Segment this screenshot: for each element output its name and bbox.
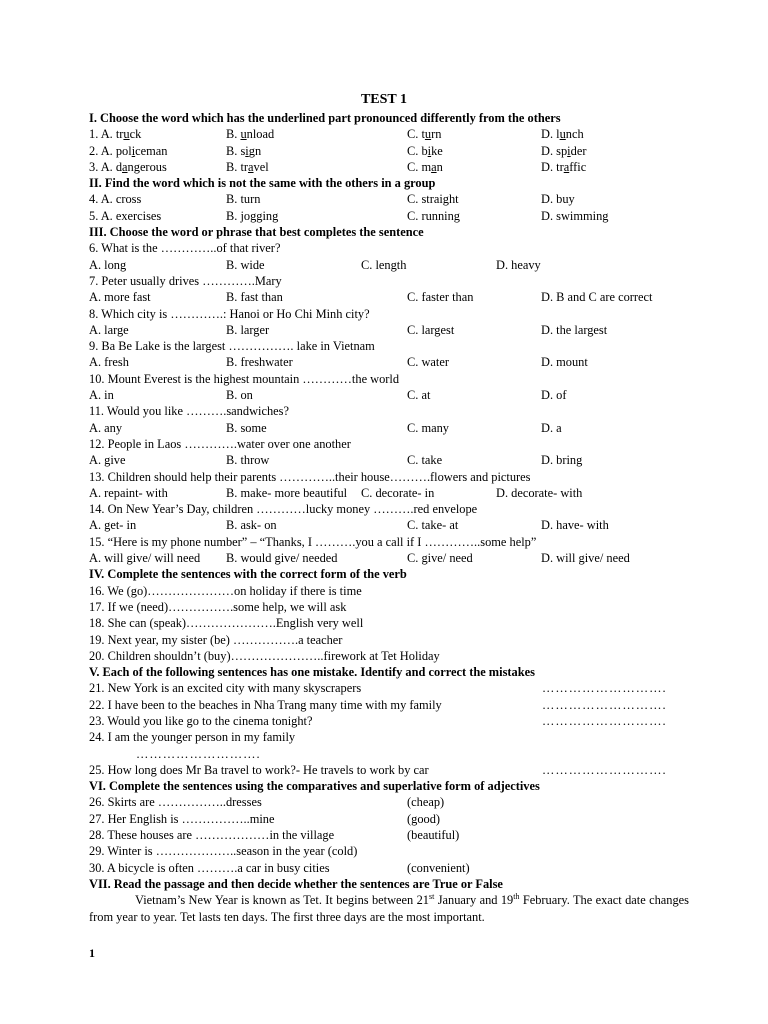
underlined-letter: a xyxy=(563,159,570,174)
option-d: D. bring xyxy=(541,453,583,468)
option-text: C. b xyxy=(407,143,428,158)
underlined-letter: i xyxy=(245,143,249,158)
option-a: A. any xyxy=(89,420,123,435)
option-d: D. the largest xyxy=(541,322,608,337)
underlined-letter: a xyxy=(122,159,128,174)
question-30 xyxy=(89,860,689,876)
option-c: C. take- at xyxy=(407,518,459,533)
question-10: 10. Mount Everest is the highest mountain …………the world xyxy=(89,371,400,386)
question-9-options xyxy=(89,354,689,370)
ordinal-suffix: st xyxy=(428,892,435,902)
reading-passage xyxy=(89,892,689,925)
question-13-options xyxy=(89,485,689,501)
option-b xyxy=(226,159,269,175)
question-9: 9. Ba Be Lake is the largest ……………. lake in Vietnam xyxy=(89,339,375,354)
question-28-text: 28. These houses are ………………in the village xyxy=(89,828,335,843)
option-a: A. fresh xyxy=(89,355,129,370)
option-c: C. faster than xyxy=(407,290,474,305)
question-21 xyxy=(89,680,689,696)
question-14-options xyxy=(89,517,689,533)
question-23 xyxy=(89,713,689,729)
option-c: C. take xyxy=(407,453,443,468)
option-a: A. more fast xyxy=(89,290,151,305)
option-a: 4. A. cross xyxy=(89,192,142,207)
question-11-options xyxy=(89,420,689,436)
option-text: D. sp xyxy=(541,143,568,158)
option-text: 2. A. pol xyxy=(89,143,132,158)
option-text: ffic xyxy=(569,159,587,174)
question-23-text: 23. Would you like go to the cinema tonight? xyxy=(89,713,313,728)
question-29 xyxy=(89,843,689,859)
option-d: D. decorate- with xyxy=(496,485,583,500)
option-b: B. throw xyxy=(226,453,270,468)
option-c: C. running xyxy=(407,208,461,223)
option-text: B. xyxy=(226,127,241,142)
option-a xyxy=(89,143,167,159)
option-a xyxy=(89,126,141,142)
underlined-letter: i xyxy=(427,143,432,158)
underlined-letter: a xyxy=(431,159,437,174)
option-b xyxy=(226,143,261,159)
question-29-text: 29. Winter is ………………..season in the year (cold) xyxy=(89,844,358,859)
option-c: C. water xyxy=(407,355,449,370)
option-text: D. tr xyxy=(541,159,564,174)
option-a: A. repaint- with xyxy=(89,485,168,500)
option-b: B. on xyxy=(226,388,253,403)
option-a: A. give xyxy=(89,453,126,468)
option-text: nload xyxy=(246,127,275,142)
option-text: ke xyxy=(431,143,443,158)
question-22 xyxy=(89,697,689,713)
underlined-letter: i xyxy=(567,143,571,158)
question-25 xyxy=(89,762,689,778)
question-15: 15. “Here is my phone number” – “Thanks, I ……….you a call if I …………..some help” xyxy=(89,534,537,549)
question-28 xyxy=(89,827,689,843)
adjective-hint: (cheap) xyxy=(407,795,445,810)
option-a: A. get- in xyxy=(89,518,137,533)
option-b: B. wide xyxy=(226,257,265,272)
question-24: 24. I am the younger person in my family xyxy=(89,730,296,745)
question-27 xyxy=(89,811,689,827)
option-text: ck xyxy=(129,127,142,142)
option-text: C. m xyxy=(407,159,432,174)
underlined-letter: u xyxy=(240,127,247,142)
question-15-options xyxy=(89,550,689,566)
option-text: 3. A. d xyxy=(89,159,123,174)
section-6-heading: VI. Complete the sentences using the comparatives and superlative form of adjectives xyxy=(89,779,540,794)
section-3-heading: III. Choose the word or phrase that best completes the sentence xyxy=(89,225,424,240)
answer-blank: ………………………. xyxy=(542,697,667,712)
question-12-options xyxy=(89,452,689,468)
answer-blank: ………………………. xyxy=(542,762,667,777)
underlined-letter: u xyxy=(424,127,432,142)
question-21-text: 21. New York is an excited city with many skyscrapers xyxy=(89,681,362,696)
option-text: ceman xyxy=(135,143,168,158)
question-4-options xyxy=(89,191,689,207)
option-c: C. many xyxy=(407,420,449,435)
option-c: C. length xyxy=(361,257,407,272)
option-a: 5. A. exercises xyxy=(89,208,162,223)
question-3-options xyxy=(89,159,689,175)
question-11: 11. Would you like ……….sandwiches? xyxy=(89,404,289,419)
option-d: D. have- with xyxy=(541,518,609,533)
section-7-heading: VII. Read the passage and then decide whether the sentences are True or False xyxy=(89,876,503,891)
passage-part-1: Vietnam’s New Year is known as Tet. It begins between 21 xyxy=(135,893,429,908)
underlined-letter: a xyxy=(248,159,254,174)
underlined-letter: u xyxy=(123,127,130,142)
question-16: 16. We (go)…………………on holiday if there is time xyxy=(89,583,362,598)
question-2-options xyxy=(89,143,689,159)
question-26 xyxy=(89,794,689,810)
option-b: B. ask- on xyxy=(226,518,277,533)
option-b: B. make- more beautiful xyxy=(226,485,348,500)
option-d: D. heavy xyxy=(496,257,541,272)
answer-blank: ………………………. xyxy=(542,713,667,728)
question-26-text: 26. Skirts are ……………..dresses xyxy=(89,795,262,810)
option-text: ngerous xyxy=(127,159,167,174)
question-20: 20. Children shouldn’t (buy)…………………..firework at Tet Holiday xyxy=(89,648,440,663)
option-b: B. would give/ needed xyxy=(226,551,338,566)
question-5-options xyxy=(89,208,689,224)
option-d xyxy=(541,143,586,159)
section-4-heading: IV. Complete the sentences with the correct form of the verb xyxy=(89,567,407,582)
option-c: C. give/ need xyxy=(407,551,473,566)
option-d: D. a xyxy=(541,420,562,435)
option-text: C. t xyxy=(407,127,425,142)
question-22-text: 22. I have been to the beaches in Nha Trang many time with my family xyxy=(89,697,442,712)
adjective-hint: (good) xyxy=(407,811,441,826)
question-14: 14. On New Year’s Day, children …………lucky money ……….red envelope xyxy=(89,502,478,517)
section-2-heading: II. Find the word which is not the same with the others in a group xyxy=(89,176,436,191)
option-a: A. large xyxy=(89,322,129,337)
test-title: TEST 1 xyxy=(360,92,408,107)
question-18: 18. She can (speak)………………….English very well xyxy=(89,616,364,631)
question-25-text: 25. How long does Mr Ba travel to work?- He travels to work by car xyxy=(89,762,429,777)
question-6: 6. What is the …………..of that river? xyxy=(89,241,281,256)
ordinal-suffix: th xyxy=(513,892,520,902)
option-d: D. mount xyxy=(541,355,588,370)
option-d: D. of xyxy=(541,388,567,403)
option-text: n xyxy=(436,159,443,174)
question-30-text: 30. A bicycle is often ……….a car in busy cities xyxy=(89,860,330,875)
option-a: A. long xyxy=(89,257,127,272)
option-text: rn xyxy=(431,127,442,142)
question-17: 17. If we (need)…………….some help, we will ask xyxy=(89,599,347,614)
option-d: D. buy xyxy=(541,192,575,207)
question-10-options xyxy=(89,387,689,403)
underlined-letter: i xyxy=(131,143,136,158)
option-a: A. will give/ will need xyxy=(89,551,201,566)
question-19: 19. Next year, my sister (be) …………….a teacher xyxy=(89,632,343,647)
option-text: gn xyxy=(248,143,262,158)
passage-part-3: February. The exact date changes from year to year. Tet lasts ten days. The first three days are the most important. xyxy=(89,893,690,924)
test-content xyxy=(89,110,689,925)
option-a: A. in xyxy=(89,388,114,403)
option-text: vel xyxy=(253,159,269,174)
option-c: C. at xyxy=(407,388,431,403)
option-b: B. freshwater xyxy=(226,355,293,370)
option-c: C. straight xyxy=(407,192,459,207)
question-8: 8. Which city is ………….: Hanoi or Ho Chi Minh city? xyxy=(89,306,370,321)
section-5-heading: V. Each of the following sentences has one mistake. Identify and correct the mistakes xyxy=(89,665,535,680)
question-13: 13. Children should help their parents …………..their house……….flowers and pictures xyxy=(89,469,531,484)
question-7-options xyxy=(89,289,689,305)
option-d: D. will give/ need xyxy=(541,551,630,566)
option-b: B. jogging xyxy=(226,208,279,223)
option-b: B. fast than xyxy=(226,290,283,305)
question-12: 12. People in Laos ………….water over one another xyxy=(89,436,351,451)
option-c xyxy=(407,159,443,175)
option-a xyxy=(89,159,167,175)
answer-blank: ………………………. xyxy=(136,746,261,761)
question-8-options xyxy=(89,322,689,338)
option-d xyxy=(541,126,584,142)
option-b: B. larger xyxy=(226,322,270,337)
option-c xyxy=(407,126,441,142)
option-d: D. B and C are correct xyxy=(541,290,653,305)
underlined-letter: u xyxy=(559,127,566,142)
option-c: C. largest xyxy=(407,322,455,337)
question-7: 7. Peter usually drives ………….Mary xyxy=(89,273,282,288)
option-d: D. swimming xyxy=(541,208,609,223)
option-text: B. tr xyxy=(226,159,249,174)
section-1-rows xyxy=(89,126,689,175)
question-6-options xyxy=(89,257,689,273)
option-b: B. turn xyxy=(226,192,261,207)
adjective-hint: (beautiful) xyxy=(407,828,460,843)
option-text: der xyxy=(570,143,587,158)
adjective-hint: (convenient) xyxy=(407,860,470,875)
option-b xyxy=(226,126,274,142)
option-b: B. some xyxy=(226,420,267,435)
option-d xyxy=(541,159,586,175)
option-c xyxy=(407,143,443,159)
option-text: 1. A. tr xyxy=(89,127,124,142)
option-text: B. s xyxy=(226,143,246,158)
option-text: nch xyxy=(565,127,584,142)
page-number: 1 xyxy=(89,946,95,960)
passage-part-2: January and 19 xyxy=(434,893,514,908)
answer-blank: ………………………. xyxy=(542,681,667,696)
section-1-heading: I. Choose the word which has the underlined part pronounced differently from the others xyxy=(89,111,561,125)
question-27-text: 27. Her English is ……………..mine xyxy=(89,811,275,826)
option-text: D. l xyxy=(541,127,560,142)
question-1-options xyxy=(89,126,689,142)
option-c: C. decorate- in xyxy=(361,485,435,500)
